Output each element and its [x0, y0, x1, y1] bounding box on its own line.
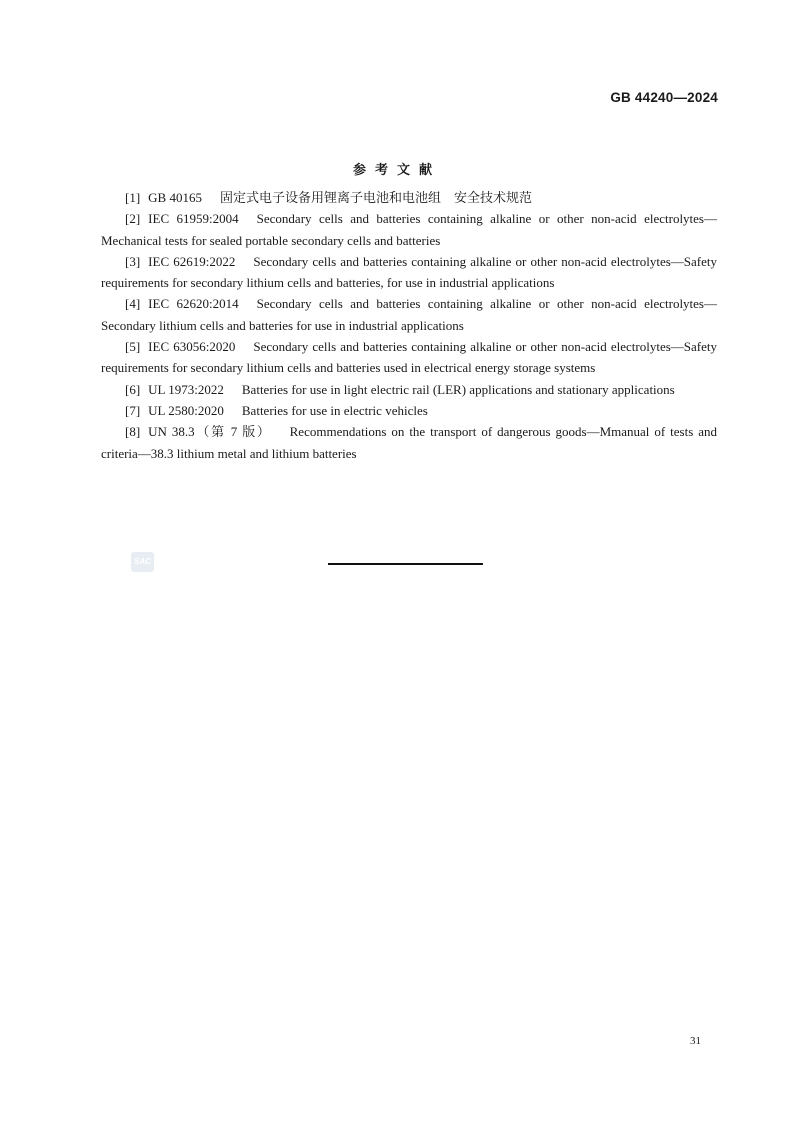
reference-code: UL 2580:2020	[148, 402, 224, 418]
reference-title: Secondary cells and batteries containing alkaline or other non-acid electrolytes—Safety requirements for secondary lithium cells and batteries, for use in industrial applications	[101, 253, 717, 291]
reference-title: Secondary cells and batteries containing alkaline or other non-acid electrolytes—Mechanical tests for sealed portable secondary cells and batteries	[101, 211, 717, 248]
reference-number: [2]	[125, 211, 141, 227]
reference-number: [7]	[125, 402, 141, 418]
reference-title: Batteries for use in light electric rail (LER) applications and stationary applications	[241, 381, 675, 397]
reference-number: [5]	[125, 339, 141, 355]
reference-number: [6]	[125, 381, 141, 397]
section-title: 参考文献	[352, 162, 441, 177]
reference-code: IEC 63056:2020	[148, 339, 236, 355]
reference-code: IEC 61959:2004	[148, 211, 239, 227]
reference-code: UL 1973:2022	[148, 381, 224, 397]
reference-title: Batteries for use in electric vehicles	[241, 402, 428, 418]
reference-code: UN 38.3（第 7 版）	[148, 424, 272, 440]
reference-item	[101, 400, 717, 421]
reference-item	[101, 421, 717, 464]
page-number: 31	[690, 1035, 701, 1047]
reference-code: IEC 62620:2014	[148, 296, 239, 312]
reference-title: Secondary cells and batteries containing alkaline or other non-acid electrolytes—Secondary lithium cells and batteries for use in industrial applications	[101, 296, 717, 333]
standard-number: GB 44240—2024	[610, 90, 718, 105]
reference-number: [1]	[125, 190, 141, 205]
reference-title: Recommendations on the transport of dangerous goods—Mmanual of tests and criteria—38.3 lithium metal and lithium batteries	[101, 424, 717, 461]
reference-item	[101, 251, 717, 294]
reference-number: [3]	[125, 253, 141, 269]
reference-title: Secondary cells and batteries containing alkaline or other non-acid electrolytes—Safety requirements for secondary lithium cells and batteries used in electrical energy storage systems	[101, 339, 717, 376]
reference-item	[101, 293, 717, 336]
end-divider	[328, 563, 483, 565]
reference-list	[101, 187, 717, 464]
reference-title: 固定式电子设备用锂离子电池和电池组 安全技术规范	[219, 190, 532, 205]
reference-code: IEC 62619:2022	[148, 253, 236, 269]
reference-item	[101, 208, 717, 251]
sac-watermark-logo: SAC	[131, 552, 154, 572]
reference-code: GB 40165	[148, 190, 202, 205]
reference-number: [4]	[125, 296, 141, 312]
reference-number: [8]	[125, 424, 141, 440]
reference-item	[101, 187, 717, 208]
reference-item	[101, 336, 717, 379]
reference-item	[101, 379, 717, 400]
